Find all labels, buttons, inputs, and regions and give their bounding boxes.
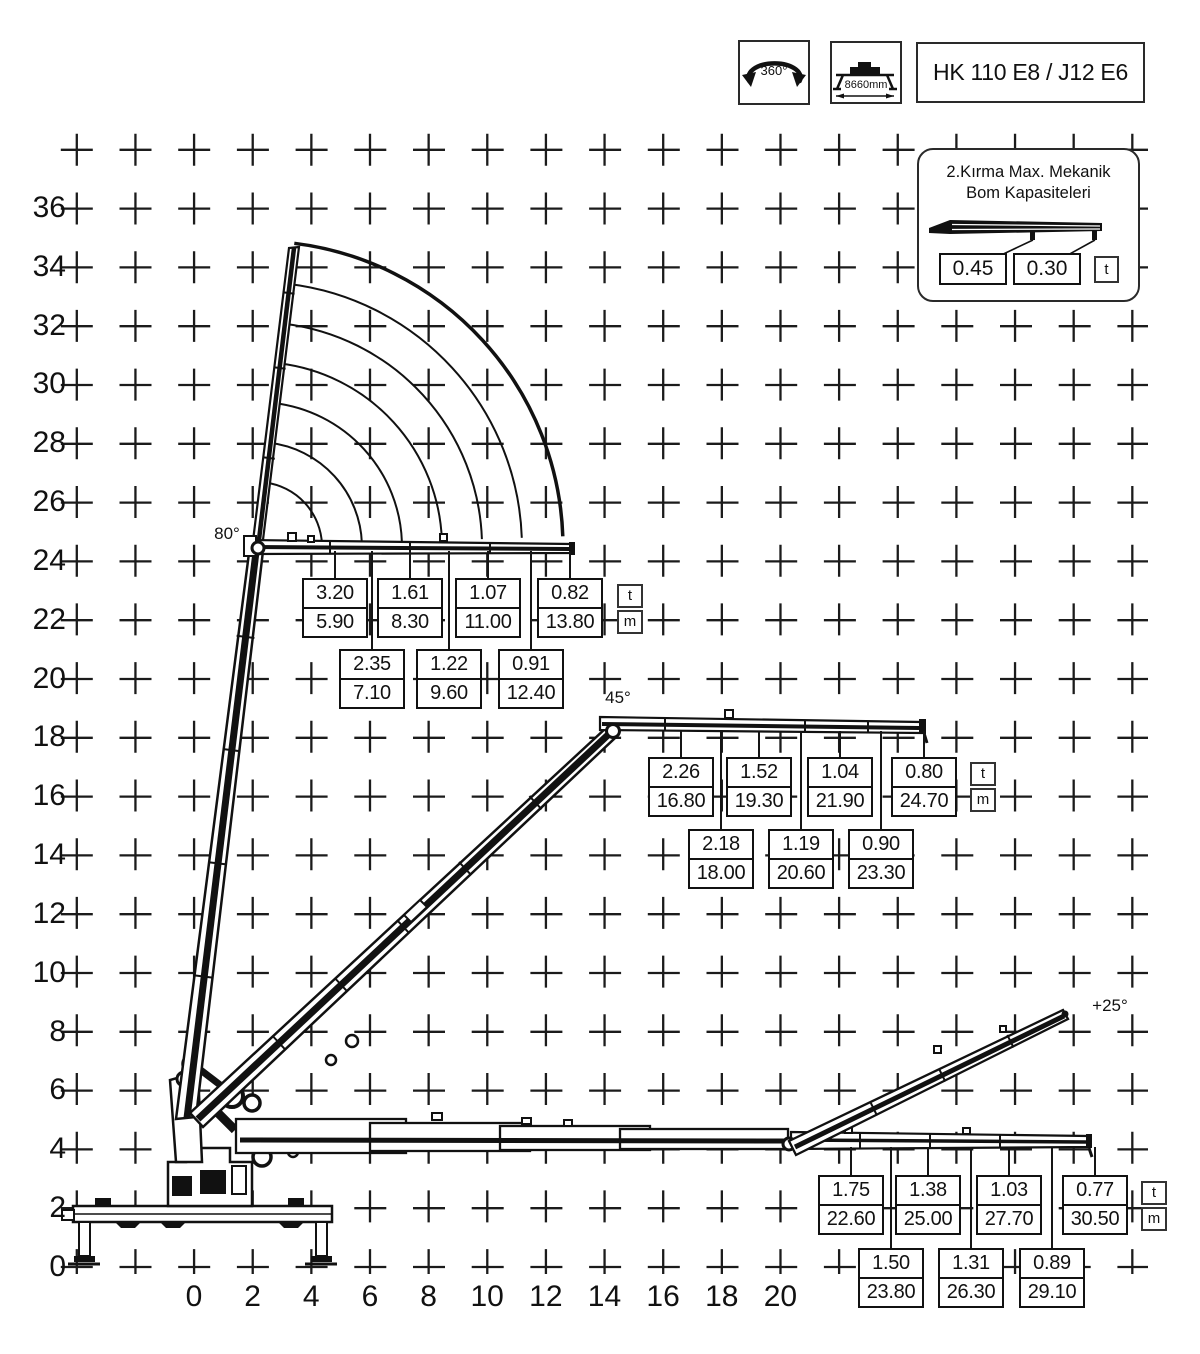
rotation-badge-box — [738, 40, 810, 105]
capacity-leader-line — [890, 1147, 892, 1254]
x-axis-label: 16 — [646, 1280, 680, 1313]
x-axis-label: 12 — [529, 1280, 563, 1313]
capacity-box-deg0 — [1019, 1248, 1085, 1308]
model-title: HK 110 E8 / J12 E6 — [933, 59, 1128, 85]
capacity-load-t: 2.35 — [341, 651, 403, 680]
capacity-box-deg80 — [455, 578, 521, 638]
capacity-reach-m: 13.80 — [545, 611, 595, 633]
legend-capacity-1: 0.45 — [939, 253, 1007, 285]
y-axis-label: 20 — [32, 661, 66, 695]
capacity-leader-line — [720, 731, 722, 835]
capacity-load-t: 0.80 — [893, 759, 955, 788]
capacity-reach-m: 29.10 — [1027, 1281, 1077, 1303]
capacity-box-deg80 — [537, 578, 603, 638]
capacity-box-deg80 — [498, 649, 564, 709]
capacity-reach-m: 8.30 — [391, 611, 429, 633]
angle-label-25: +25° — [1092, 996, 1128, 1015]
capacity-box-deg45 — [726, 757, 792, 817]
capacity-reach-m: 23.30 — [856, 862, 906, 884]
y-axis-label: 12 — [32, 896, 66, 930]
y-axis-label: 8 — [49, 1014, 66, 1048]
unit-box-m: m — [617, 610, 643, 634]
rotation-badge-label: 360° — [760, 63, 788, 78]
capacity-reach-m: 23.80 — [866, 1281, 916, 1303]
y-axis-label: 24 — [32, 543, 66, 577]
capacity-load-t: 1.61 — [379, 580, 441, 609]
y-axis-label: 16 — [32, 779, 66, 813]
capacity-reach-m: 7.10 — [353, 682, 391, 704]
capacity-reach-m: 25.00 — [903, 1208, 953, 1230]
capacity-reach-m: 21.90 — [815, 790, 865, 812]
capacity-leader-line — [371, 551, 373, 655]
angle-label-45: 45° — [605, 688, 631, 707]
model-title-box — [916, 42, 1145, 103]
capacity-box-deg0 — [858, 1248, 924, 1308]
x-axis-label: 4 — [302, 1280, 320, 1313]
capacity-reach-m: 26.30 — [946, 1281, 996, 1303]
capacity-box-deg45 — [848, 829, 914, 889]
capacity-reach-m: 11.00 — [464, 611, 512, 633]
capacity-leader-line — [1051, 1147, 1053, 1254]
x-axis-label: 6 — [361, 1280, 379, 1313]
capacity-reach-m: 5.90 — [316, 611, 354, 633]
capacity-leader-line — [530, 551, 532, 655]
unit-box-m: m — [1141, 1207, 1167, 1231]
legend-title — [919, 162, 1138, 204]
capacity-box-deg0 — [895, 1175, 961, 1235]
capacity-box-deg0 — [1062, 1175, 1128, 1235]
capacity-box-deg45 — [768, 829, 834, 889]
y-axis-label: 18 — [32, 720, 66, 754]
y-axis-label: 10 — [32, 955, 66, 989]
capacity-load-t: 0.77 — [1064, 1177, 1126, 1206]
capacity-load-t: 1.75 — [820, 1177, 882, 1206]
outrigger-span-label: 8660mm — [844, 79, 888, 91]
x-axis-label: 0 — [185, 1280, 203, 1313]
y-axis-label: 0 — [49, 1250, 66, 1283]
y-axis-label: 32 — [32, 308, 66, 342]
capacity-box-deg45 — [891, 757, 957, 817]
angle-label-80: 80° — [214, 524, 240, 543]
capacity-reach-m: 19.30 — [734, 790, 784, 812]
x-axis-label: 14 — [587, 1280, 622, 1313]
y-axis-label: 34 — [32, 249, 66, 283]
capacity-load-t: 0.89 — [1021, 1250, 1083, 1279]
unit-box-t: t — [970, 762, 996, 786]
capacity-load-t: 1.22 — [418, 651, 480, 680]
capacity-leader-line — [970, 1147, 972, 1254]
y-axis-label: 4 — [49, 1132, 66, 1166]
x-axis-label: 10 — [470, 1280, 504, 1313]
capacity-load-t: 3.20 — [304, 580, 366, 609]
x-axis-label: 2 — [244, 1280, 261, 1313]
capacity-box-deg45 — [648, 757, 714, 817]
unit-box-t: t — [1141, 1181, 1167, 1205]
y-axis-label: 2 — [49, 1191, 66, 1225]
capacity-leader-line — [800, 731, 802, 835]
capacity-box-deg0 — [976, 1175, 1042, 1235]
capacity-box-deg80 — [339, 649, 405, 709]
unit-box-t: t — [617, 584, 643, 608]
capacity-box-deg0 — [938, 1248, 1004, 1308]
capacity-load-t: 2.18 — [690, 831, 752, 860]
capacity-box-deg45 — [807, 757, 873, 817]
capacity-load-t: 0.90 — [850, 831, 912, 860]
capacity-load-t: 1.50 — [860, 1250, 922, 1279]
capacity-load-t: 1.31 — [940, 1250, 1002, 1279]
capacity-box-deg80 — [302, 578, 368, 638]
y-axis-label: 28 — [32, 426, 66, 460]
unit-box-m: m — [970, 788, 996, 812]
x-axis-label: 18 — [705, 1280, 739, 1313]
legend-unit-box: t — [1094, 256, 1119, 283]
capacity-box-deg80 — [416, 649, 482, 709]
capacity-leader-line — [880, 731, 882, 835]
outrigger-span-icon — [832, 43, 900, 102]
capacity-load-t: 1.07 — [457, 580, 519, 609]
capacity-reach-m: 24.70 — [899, 790, 949, 812]
capacity-load-t: 2.26 — [650, 759, 712, 788]
capacity-load-t: 0.82 — [539, 580, 601, 609]
capacity-reach-m: 22.60 — [826, 1208, 876, 1230]
jib-sweep-arcs — [265, 243, 563, 544]
x-axis-label: 8 — [420, 1280, 437, 1313]
capacity-load-t: 1.04 — [809, 759, 871, 788]
capacity-reach-m: 12.40 — [506, 682, 556, 704]
outrigger-span-box — [830, 41, 902, 104]
capacity-reach-m: 20.60 — [776, 862, 826, 884]
capacity-reach-m: 16.80 — [656, 790, 706, 812]
capacity-box-deg0 — [818, 1175, 884, 1235]
capacity-reach-m: 30.50 — [1070, 1208, 1120, 1230]
y-axis-label: 36 — [32, 190, 66, 224]
y-axis-label: 30 — [32, 367, 66, 401]
capacity-reach-m: 9.60 — [430, 682, 468, 704]
capacity-box-deg80 — [377, 578, 443, 638]
capacity-load-t: 0.91 — [500, 651, 562, 680]
x-axis-label: 20 — [763, 1280, 798, 1313]
capacity-reach-m: 27.70 — [984, 1208, 1034, 1230]
capacity-box-deg45 — [688, 829, 754, 889]
capacity-load-t: 1.19 — [770, 831, 832, 860]
capacity-reach-m: 18.00 — [696, 862, 746, 884]
y-axis-label: 14 — [32, 838, 66, 872]
capacity-load-t: 1.38 — [897, 1177, 959, 1206]
y-axis-label: 6 — [49, 1073, 66, 1107]
capacity-load-t: 1.03 — [978, 1177, 1040, 1206]
y-axis-label: 22 — [32, 602, 66, 636]
legend-capacity-2: 0.30 — [1013, 253, 1081, 285]
legend-title-line2: Bom Kapasiteleri — [966, 184, 1091, 202]
legend-title-line1: 2.Kırma Max. Mekanik — [946, 163, 1111, 181]
capacity-leader-line — [448, 551, 450, 655]
capacity-load-t: 1.52 — [728, 759, 790, 788]
y-axis-label: 26 — [32, 485, 66, 519]
